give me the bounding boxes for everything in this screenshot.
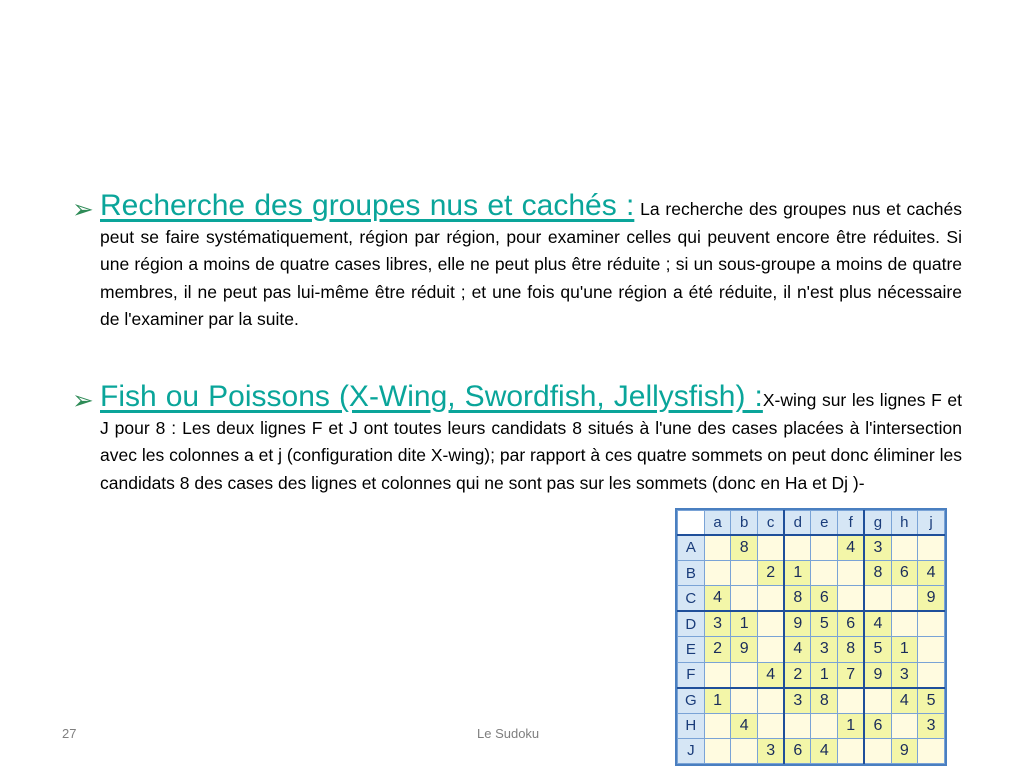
row-header-A: A — [678, 535, 705, 561]
grid-cell-Dg: 4 — [864, 611, 891, 637]
grid-cell-Dh — [891, 611, 918, 637]
column-header-g: g — [864, 511, 891, 535]
row-header-B: B — [678, 561, 705, 586]
grid-cell-Ag: 3 — [864, 535, 891, 561]
row-header-D: D — [678, 611, 705, 637]
grid-cell-Fj — [918, 662, 945, 688]
grid-cell-Be — [811, 561, 838, 586]
bullet-text: X-wing sur les lignes F et J pour 8 : Les deux lignes F et J ont toutes leurs candidats 8 situés à l'une des cases placées à l'intersection avec les colonnes a et j (configuration dite X-wing); par rapport à ces quatre sommets on peut donc éliminer les candidats 8 des cases des lignes et colonnes qui ne sont pas sur les sommets (donc en Ha et Dj )- — [100, 390, 962, 493]
grid-cell-Bb — [731, 561, 758, 586]
grid-cell-Cd: 8 — [784, 586, 811, 612]
grid-cell-Ad — [784, 535, 811, 561]
grid-cell-Je: 4 — [811, 738, 838, 763]
grid-cell-Bg: 8 — [864, 561, 891, 586]
column-header-b: b — [731, 511, 758, 535]
grid-cell-Ej — [918, 637, 945, 662]
arrow-bullet-icon: ➢ — [72, 385, 94, 415]
grid-cell-Cf — [838, 586, 865, 612]
sudoku-table — [677, 510, 945, 764]
grid-cell-Gb — [731, 688, 758, 714]
column-header-e: e — [811, 511, 838, 535]
grid-cell-Ec — [758, 637, 785, 662]
column-header-j: j — [918, 511, 945, 535]
grid-cell-Fe: 1 — [811, 662, 838, 688]
grid-cell-Hj: 3 — [918, 713, 945, 738]
bullet-heading: Recherche des groupes nus et cachés : — [100, 189, 635, 222]
bullet-content — [100, 189, 962, 334]
grid-cell-Jc: 3 — [758, 738, 785, 763]
grid-cell-Gf — [838, 688, 865, 714]
grid-cell-Ea: 2 — [704, 637, 731, 662]
row-header-J: J — [678, 738, 705, 763]
bullet-fish-poissons — [72, 380, 962, 497]
grid-cell-Ja — [704, 738, 731, 763]
grid-cell-Fg: 9 — [864, 662, 891, 688]
row-header-G: G — [678, 688, 705, 714]
grid-cell-Fa — [704, 662, 731, 688]
grid-cell-Ch — [891, 586, 918, 612]
grid-corner — [678, 511, 705, 535]
grid-cell-De: 5 — [811, 611, 838, 637]
grid-cell-Ed: 4 — [784, 637, 811, 662]
grid-cell-Eb: 9 — [731, 637, 758, 662]
grid-cell-Dj — [918, 611, 945, 637]
grid-cell-Hc — [758, 713, 785, 738]
bullet-content — [100, 380, 962, 497]
grid-cell-Ga: 1 — [704, 688, 731, 714]
grid-cell-Jh: 9 — [891, 738, 918, 763]
footer-title: Le Sudoku — [477, 726, 540, 741]
grid-cell-Gc — [758, 688, 785, 714]
arrow-bullet-icon: ➢ — [72, 194, 94, 224]
grid-cell-Af: 4 — [838, 535, 865, 561]
grid-cell-Aj — [918, 535, 945, 561]
grid-cell-Eh: 1 — [891, 637, 918, 662]
column-header-a: a — [704, 511, 731, 535]
grid-cell-Ac — [758, 535, 785, 561]
grid-cell-Fh: 3 — [891, 662, 918, 688]
bullet-heading: Fish ou Poissons (X-Wing, Swordfish, Jellysfish) : — [100, 380, 763, 413]
grid-cell-Df: 6 — [838, 611, 865, 637]
grid-cell-He — [811, 713, 838, 738]
grid-cell-Ca: 4 — [704, 586, 731, 612]
column-header-d: d — [784, 511, 811, 535]
grid-cell-Hg: 6 — [864, 713, 891, 738]
row-header-C: C — [678, 586, 705, 612]
column-header-c: c — [758, 511, 785, 535]
grid-cell-Fd: 2 — [784, 662, 811, 688]
grid-cell-Gg — [864, 688, 891, 714]
grid-cell-Hd — [784, 713, 811, 738]
slide-number: 27 — [62, 726, 77, 741]
grid-cell-Hb: 4 — [731, 713, 758, 738]
grid-cell-Da: 3 — [704, 611, 731, 637]
grid-cell-Cj: 9 — [918, 586, 945, 612]
grid-cell-Cb — [731, 586, 758, 612]
grid-cell-Cg — [864, 586, 891, 612]
grid-cell-Ef: 8 — [838, 637, 865, 662]
grid-cell-Bd: 1 — [784, 561, 811, 586]
grid-cell-Jf — [838, 738, 865, 763]
grid-cell-Jd: 6 — [784, 738, 811, 763]
grid-cell-Bc: 2 — [758, 561, 785, 586]
grid-cell-Ab: 8 — [731, 535, 758, 561]
grid-cell-Bh: 6 — [891, 561, 918, 586]
row-header-H: H — [678, 713, 705, 738]
grid-cell-Bj: 4 — [918, 561, 945, 586]
grid-cell-Gh: 4 — [891, 688, 918, 714]
grid-cell-Jj — [918, 738, 945, 763]
row-header-F: F — [678, 662, 705, 688]
sudoku-grid — [675, 508, 947, 766]
grid-cell-Jb — [731, 738, 758, 763]
grid-cell-Fc: 4 — [758, 662, 785, 688]
grid-cell-Bf — [838, 561, 865, 586]
grid-cell-Db: 1 — [731, 611, 758, 637]
grid-cell-Hh — [891, 713, 918, 738]
row-header-E: E — [678, 637, 705, 662]
grid-cell-Hf: 1 — [838, 713, 865, 738]
column-header-h: h — [891, 511, 918, 535]
grid-cell-Ce: 6 — [811, 586, 838, 612]
grid-cell-Ba — [704, 561, 731, 586]
grid-cell-Ae — [811, 535, 838, 561]
grid-cell-Gj: 5 — [918, 688, 945, 714]
grid-cell-Ge: 8 — [811, 688, 838, 714]
grid-cell-Dc — [758, 611, 785, 637]
grid-cell-Eg: 5 — [864, 637, 891, 662]
grid-cell-Gd: 3 — [784, 688, 811, 714]
grid-cell-Fb — [731, 662, 758, 688]
grid-cell-Ah — [891, 535, 918, 561]
grid-cell-Dd: 9 — [784, 611, 811, 637]
grid-cell-Ff: 7 — [838, 662, 865, 688]
grid-cell-Jg — [864, 738, 891, 763]
grid-cell-Aa — [704, 535, 731, 561]
grid-cell-Ee: 3 — [811, 637, 838, 662]
bullet-text: La recherche des groupes nus et cachés peut se faire systématiquement, région par région, pour examiner celles qui peuvent encore être réduites. Si une région a moins de quatre cases libres, elle ne peut plus être réduite ; si un sous-groupe a moins de quatre membres, il ne peut pas lui-même être réduit ; et une fois qu'une région a été réduite, il n'est plus nécessaire de l'examiner par la suite. — [100, 199, 962, 329]
grid-cell-Ha — [704, 713, 731, 738]
column-header-f: f — [838, 511, 865, 535]
grid-cell-Cc — [758, 586, 785, 612]
bullet-groupes-nus — [72, 189, 962, 334]
